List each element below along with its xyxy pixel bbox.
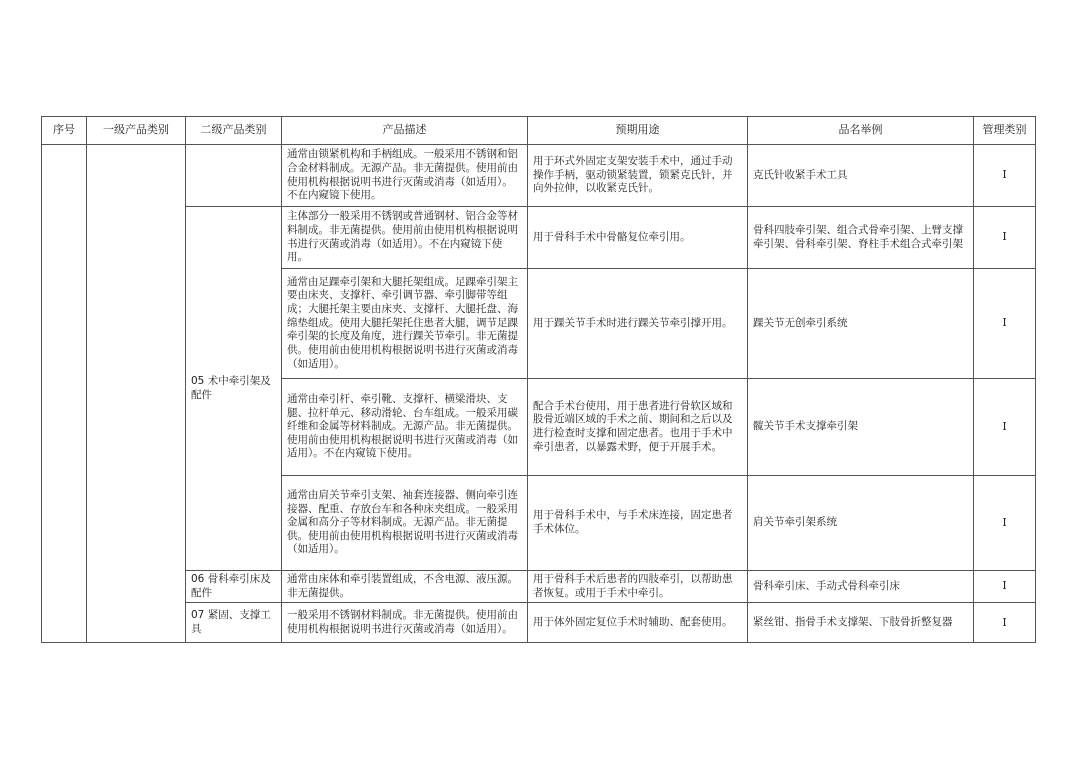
table-row [42,207,1036,269]
management-class-cell: I [974,476,1036,571]
product-catalog-table [41,116,1036,643]
management-class-cell: I [974,603,1036,643]
management-class-cell: I [974,379,1036,476]
product-examples-cell: 骨科牵引床、手动式骨科牵引床 [748,571,974,603]
intended-use-cell: 用于环式外固定支架安装手术中，通过手动操作手柄，驱动锁紧装置，锁紧克氏针，并向外拉伸，以收紧克氏针。 [528,145,748,207]
management-class-cell: I [974,207,1036,269]
product-description-cell: 通常由肩关节牵引支架、袖套连接器、侧向牵引连接器、配重、存放台车和各种床夹组成。一般采用金属和高分子等材料制成。无源产品。非无菌提供。使用前由使用机构根据说明书进行灭菌或消毒（如适用）。 [282,476,528,571]
table-row [42,571,1036,603]
header-seq: 序号 [42,117,87,145]
product-examples-cell: 踝关节无创牵引系统 [748,269,974,379]
header-product-description: 产品描述 [282,117,528,145]
product-description-cell: 通常由足踝牵引架和大腿托架组成。足踝牵引架主要由床夹、支撑杆、牵引调节器、牵引脚带等组成；大腿托架主要由床夹、支撑杆、大腿托盘、海绵垫组成。使用大腿托架托住患者大腿，调节足踝牵引架的长度及角度，进行踝关节牵引。非无菌提供。使用前由使用机构根据说明书进行灭菌或消毒（如适用）。 [282,269,528,379]
product-examples-cell: 骨科四肢牵引架、组合式骨牵引架、上臂支撑牵引架、骨科牵引架、脊柱手术组合式牵引架 [748,207,974,269]
intended-use-cell: 用于体外固定复位手术时辅助、配套使用。 [528,603,748,643]
seq-cell [42,145,87,643]
product-description-cell: 主体部分一般采用不锈钢或普通钢材、铝合金等材料制成。非无菌提供。使用前由使用机构根据说明书进行灭菌或消毒（如适用）。不在内窥镜下使用。 [282,207,528,269]
level2-category-cell: 06 骨科牵引床及配件 [186,571,282,603]
intended-use-cell: 配合手术台使用，用于患者进行骨软区域和股骨近端区域的手术之前、期间和之后以及进行检查时支撑和固定患者。也用于手术中牵引患者，以暴露术野，便于开展手术。 [528,379,748,476]
product-description-cell: 一般采用不锈钢材料制成。非无菌提供。使用前由使用机构根据说明书进行灭菌或消毒（如适用）。 [282,603,528,643]
product-examples-cell: 肩关节牵引架系统 [748,476,974,571]
product-examples-cell: 紧丝钳、指骨手术支撑架、下肢骨折整复器 [748,603,974,643]
level1-category-cell [87,145,186,643]
header-product-examples: 品名举例 [748,117,974,145]
product-description-cell: 通常由床体和牵引装置组成，不含电源、液压源。非无菌提供。 [282,571,528,603]
level2-category-cell [186,145,282,207]
product-examples-cell: 克氏针收紧手术工具 [748,145,974,207]
management-class-cell: I [974,145,1036,207]
level2-category-cell: 07 紧固、支撑工具 [186,603,282,643]
management-class-cell: I [974,269,1036,379]
header-level2-category: 二级产品类别 [186,117,282,145]
intended-use-cell: 用于骨科手术中，与手术床连接，固定患者手术体位。 [528,476,748,571]
level2-category-cell: 05 术中牵引架及配件 [186,207,282,571]
table-row [42,145,1036,207]
header-intended-use: 预期用途 [528,117,748,145]
header-level1-category: 一级产品类别 [87,117,186,145]
table-row [42,603,1036,643]
product-description-cell: 通常由牵引杆、牵引靴、支撑杆、横梁滑块、支腿、拉杆单元、移动滑轮、台车组成。一般采用碳纤维和金属等材料制成。无源产品。非无菌提供。使用前由使用机构根据说明书进行灭菌或消毒（如适用）。不在内窥镜下使用。 [282,379,528,476]
management-class-cell: I [974,571,1036,603]
intended-use-cell: 用于踝关节手术时进行踝关节牵引撑开用。 [528,269,748,379]
intended-use-cell: 用于骨科手术中骨骼复位牵引用。 [528,207,748,269]
table-header-row [42,117,1036,145]
product-description-cell: 通常由锁紧机构和手柄组成。一般采用不锈钢和铝合金材料制成。无源产品。非无菌提供。使用前由使用机构根据说明书进行灭菌或消毒（如适用）。不在内窥镜下使用。 [282,145,528,207]
product-examples-cell: 髋关节手术支撑牵引架 [748,379,974,476]
intended-use-cell: 用于骨科手术后患者的四肢牵引，以帮助患者恢复。或用于手术中牵引。 [528,571,748,603]
header-management-class: 管理类别 [974,117,1036,145]
